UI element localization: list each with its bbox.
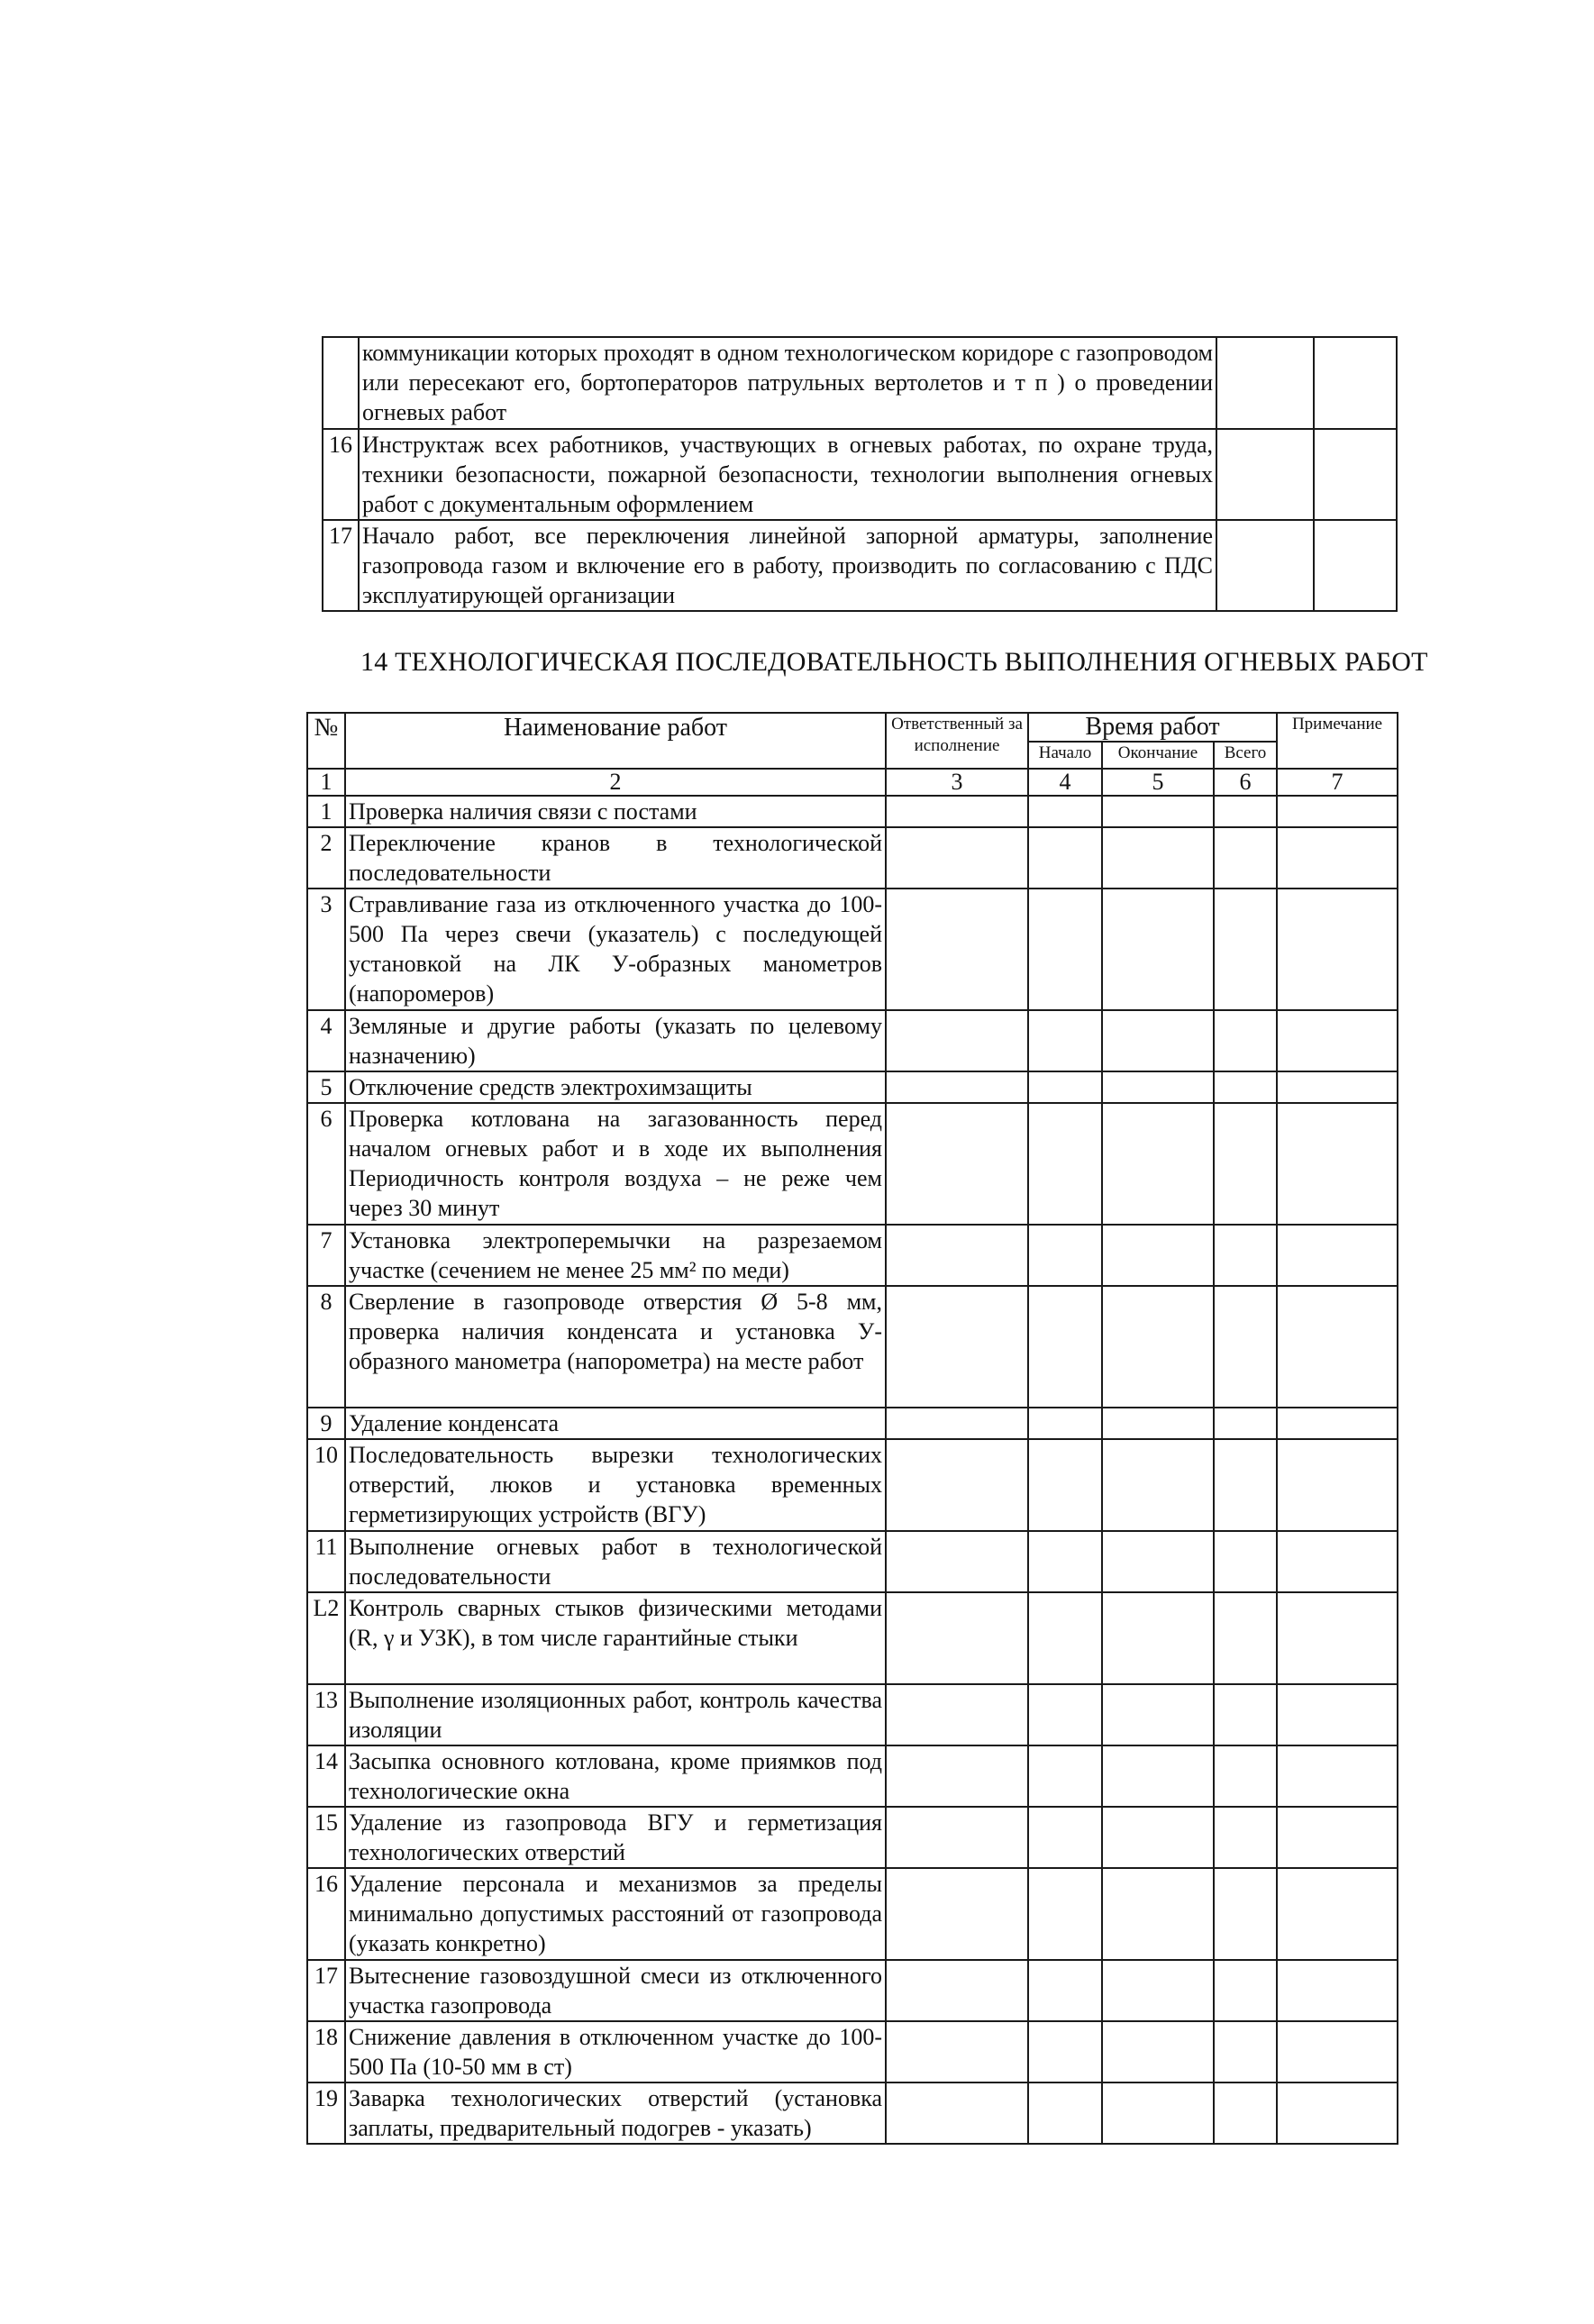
empty-cell [1314,337,1397,429]
row-text: Засыпка основного котлована, кроме приямков под технологические окна [345,1745,886,1807]
empty-cell [1277,1531,1398,1592]
index-cell: 4 [1028,769,1102,796]
empty-cell [1028,1225,1102,1286]
row-number: 16 [323,429,359,520]
table-row [307,1103,1398,1225]
table-row [307,1745,1398,1807]
row-text: Последовательность вырезки технологических отверстий, люков и установка временных герметизирующих устройств (ВГУ) [345,1439,886,1531]
header-responsible: Ответственный за исполнение [886,713,1028,769]
empty-cell [1028,1807,1102,1868]
row-number: 13 [307,1684,345,1745]
empty-cell [1214,827,1277,889]
table-row [323,520,1397,611]
table-row [307,2021,1398,2082]
empty-cell [1102,1103,1214,1225]
row-number: 18 [307,2021,345,2082]
empty-cell [1214,889,1277,1010]
row-text: Удаление конденсата [345,1408,886,1439]
empty-cell [1102,1592,1214,1684]
empty-cell [1214,2021,1277,2082]
row-number: 5 [307,1071,345,1103]
empty-cell [1214,2082,1277,2144]
index-row [307,769,1398,796]
empty-cell [1214,1225,1277,1286]
row-text: Отключение средств электрохимзащиты [345,1071,886,1103]
top-table [322,336,1398,612]
empty-cell [1277,1286,1398,1408]
row-number: 3 [307,889,345,1010]
row-number [323,337,359,429]
empty-cell [1277,1071,1398,1103]
empty-cell [1028,1531,1102,1592]
empty-cell [886,1684,1028,1745]
empty-cell [1214,1286,1277,1408]
empty-cell [1216,429,1314,520]
row-number: 4 [307,1010,345,1071]
row-text: Удаление из газопровода ВГУ и герметизация технологических отверстий [345,1807,886,1868]
empty-cell [886,1225,1028,1286]
empty-cell [1314,520,1397,611]
empty-cell [1102,796,1214,827]
header-start: Начало [1028,742,1102,769]
empty-cell [1102,889,1214,1010]
empty-cell [1102,1408,1214,1439]
table-row [307,2082,1398,2144]
empty-cell [1102,1010,1214,1071]
empty-cell [1028,1010,1102,1071]
empty-cell [1102,1531,1214,1592]
row-number: 16 [307,1868,345,1960]
row-number: 6 [307,1103,345,1225]
row-text: Проверка котлована на загазованность перед началом огневых работ и в ходе их выполнения Периодичность контроля воздуха – не реже чем через 30 минут [345,1103,886,1225]
section-title: 14 ТЕХНОЛОГИЧЕСКАЯ ПОСЛЕДОВАТЕЛЬНОСТЬ ВЫПОЛНЕНИЯ ОГНЕВЫХ РАБОТ [360,647,1428,677]
empty-cell [1028,1286,1102,1408]
row-number: 7 [307,1225,345,1286]
row-number: 19 [307,2082,345,2144]
table-row [307,796,1398,827]
row-number: 14 [307,1745,345,1807]
empty-cell [1102,1439,1214,1531]
empty-cell [1216,337,1314,429]
empty-cell [1028,2021,1102,2082]
index-cell: 3 [886,769,1028,796]
empty-cell [1277,1960,1398,2021]
header-total: Всего [1214,742,1277,769]
index-cell: 2 [345,769,886,796]
row-text: Стравливание газа из отключенного участка до 100-500 Па через свечи (указатель) с последующей установкой на ЛК У-образных манометров (напоромеров) [345,889,886,1010]
row-number: 11 [307,1531,345,1592]
table-row [307,1684,1398,1745]
table-row [307,1960,1398,2021]
empty-cell [1214,1807,1277,1868]
empty-cell [1214,1103,1277,1225]
empty-cell [886,2021,1028,2082]
empty-cell [886,1439,1028,1531]
empty-cell [1102,2021,1214,2082]
row-text: Заварка технологических отверстий (установка заплаты, предварительный подогрев - указать) [345,2082,886,2144]
main-table [306,712,1398,2145]
empty-cell [886,1010,1028,1071]
table-row [307,1531,1398,1592]
table-row [307,1868,1398,1960]
empty-cell [1102,1225,1214,1286]
empty-cell [1214,1071,1277,1103]
empty-cell [1277,1684,1398,1745]
empty-cell [1102,2082,1214,2144]
table-row [307,1010,1398,1071]
header-num: № [307,713,345,769]
empty-cell [1214,1408,1277,1439]
table-row [307,1807,1398,1868]
empty-cell [1028,827,1102,889]
empty-cell [1214,796,1277,827]
row-text: Инструктаж всех работников, участвующих в огневых работах, по охране труда, техники безопасности, пожарной безопасности, технологии выполнения огневых работ с документальным оформлением [359,429,1216,520]
row-number: L2 [307,1592,345,1684]
header-time: Время работ [1028,713,1277,742]
empty-cell [1028,1592,1102,1684]
row-text: Контроль сварных стыков физическими методами (R, γ и УЗК), в том числе гарантийные стыки [345,1592,886,1684]
empty-cell [886,1745,1028,1807]
row-number: 9 [307,1408,345,1439]
header-row [307,713,1398,742]
empty-cell [886,1103,1028,1225]
empty-cell [886,2082,1028,2144]
empty-cell [1214,1684,1277,1745]
row-text: Выполнение изоляционных работ, контроль качества изоляции [345,1684,886,1745]
row-text: Удаление персонала и механизмов за пределы минимально допустимых расстояний от газопровода (указать конкретно) [345,1868,886,1960]
header-end: Окончание [1102,742,1214,769]
index-cell: 1 [307,769,345,796]
empty-cell [1277,2021,1398,2082]
empty-cell [886,796,1028,827]
empty-cell [1102,827,1214,889]
empty-cell [1028,1960,1102,2021]
empty-cell [1102,1071,1214,1103]
empty-cell [1214,1592,1277,1684]
header-note: Примечание [1277,713,1398,769]
empty-cell [1277,827,1398,889]
table-row [307,1439,1398,1531]
table-row [307,1071,1398,1103]
table-row [323,429,1397,520]
table-row [307,889,1398,1010]
row-number: 8 [307,1286,345,1408]
empty-cell [1277,1439,1398,1531]
index-cell: 6 [1214,769,1277,796]
table-row [307,1286,1398,1408]
empty-cell [1277,1807,1398,1868]
index-cell: 5 [1102,769,1214,796]
empty-cell [1277,889,1398,1010]
table-row [307,1225,1398,1286]
empty-cell [886,1071,1028,1103]
table-row [307,1408,1398,1439]
empty-cell [1102,1960,1214,2021]
table-row [307,1592,1398,1684]
empty-cell [886,1807,1028,1868]
row-number: 17 [323,520,359,611]
row-text: Вытеснение газовоздушной смеси из отключенного участка газопровода [345,1960,886,2021]
empty-cell [1102,1684,1214,1745]
row-text: Проверка наличия связи с постами [345,796,886,827]
row-number: 17 [307,1960,345,2021]
empty-cell [1277,1103,1398,1225]
empty-cell [1028,1439,1102,1531]
row-text: Установка электроперемычки на разрезаемом участке (сечением не менее 25 мм² по меди) [345,1225,886,1286]
empty-cell [1214,1439,1277,1531]
empty-cell [1277,1408,1398,1439]
empty-cell [1028,1684,1102,1745]
empty-cell [1214,1531,1277,1592]
empty-cell [1102,1286,1214,1408]
empty-cell [886,889,1028,1010]
empty-cell [1028,1408,1102,1439]
empty-cell [886,1408,1028,1439]
empty-cell [1214,1010,1277,1071]
row-text: Начало работ, все переключения линейной запорной арматуры, заполнение газопровода газом и включение его в работу, производить по согласованию с ПДС эксплуатирующей организации [359,520,1216,611]
header-name: Наименование работ [345,713,886,769]
empty-cell [1216,520,1314,611]
empty-cell [886,1531,1028,1592]
empty-cell [1028,1071,1102,1103]
row-number: 2 [307,827,345,889]
empty-cell [1102,1807,1214,1868]
empty-cell [1277,1868,1398,1960]
empty-cell [886,1960,1028,2021]
row-text: Выполнение огневых работ в технологической последовательности [345,1531,886,1592]
empty-cell [1214,1960,1277,2021]
empty-cell [1028,1103,1102,1225]
row-number: 15 [307,1807,345,1868]
empty-cell [1028,2082,1102,2144]
row-number: 10 [307,1439,345,1531]
row-text: Снижение давления в отключенном участке до 100-500 Па (10-50 мм в ст) [345,2021,886,2082]
index-cell: 7 [1277,769,1398,796]
empty-cell [1102,1868,1214,1960]
row-text: Земляные и другие работы (указать по целевому назначению) [345,1010,886,1071]
empty-cell [1314,429,1397,520]
empty-cell [886,1868,1028,1960]
empty-cell [1214,1745,1277,1807]
empty-cell [1277,2082,1398,2144]
table-row [307,827,1398,889]
empty-cell [1102,1745,1214,1807]
empty-cell [1028,1868,1102,1960]
empty-cell [886,1286,1028,1408]
row-text: коммуникации которых проходят в одном технологическом коридоре с газопроводом или пересекают его, бортоператоров патрульных вертолетов и т п ) о проведении огневых работ [359,337,1216,429]
empty-cell [1028,796,1102,827]
row-text: Переключение кранов в технологической последовательности [345,827,886,889]
empty-cell [1214,1868,1277,1960]
empty-cell [1277,796,1398,827]
empty-cell [1277,1592,1398,1684]
row-text: Сверление в газопроводе отверстия Ø 5-8 мм, проверка наличия конденсата и установка У-образного манометра (напорометра) на месте работ [345,1286,886,1408]
empty-cell [886,1592,1028,1684]
empty-cell [1028,889,1102,1010]
empty-cell [1028,1745,1102,1807]
empty-cell [1277,1010,1398,1071]
table-row [323,337,1397,429]
empty-cell [1277,1225,1398,1286]
empty-cell [886,827,1028,889]
empty-cell [1277,1745,1398,1807]
row-number: 1 [307,796,345,827]
